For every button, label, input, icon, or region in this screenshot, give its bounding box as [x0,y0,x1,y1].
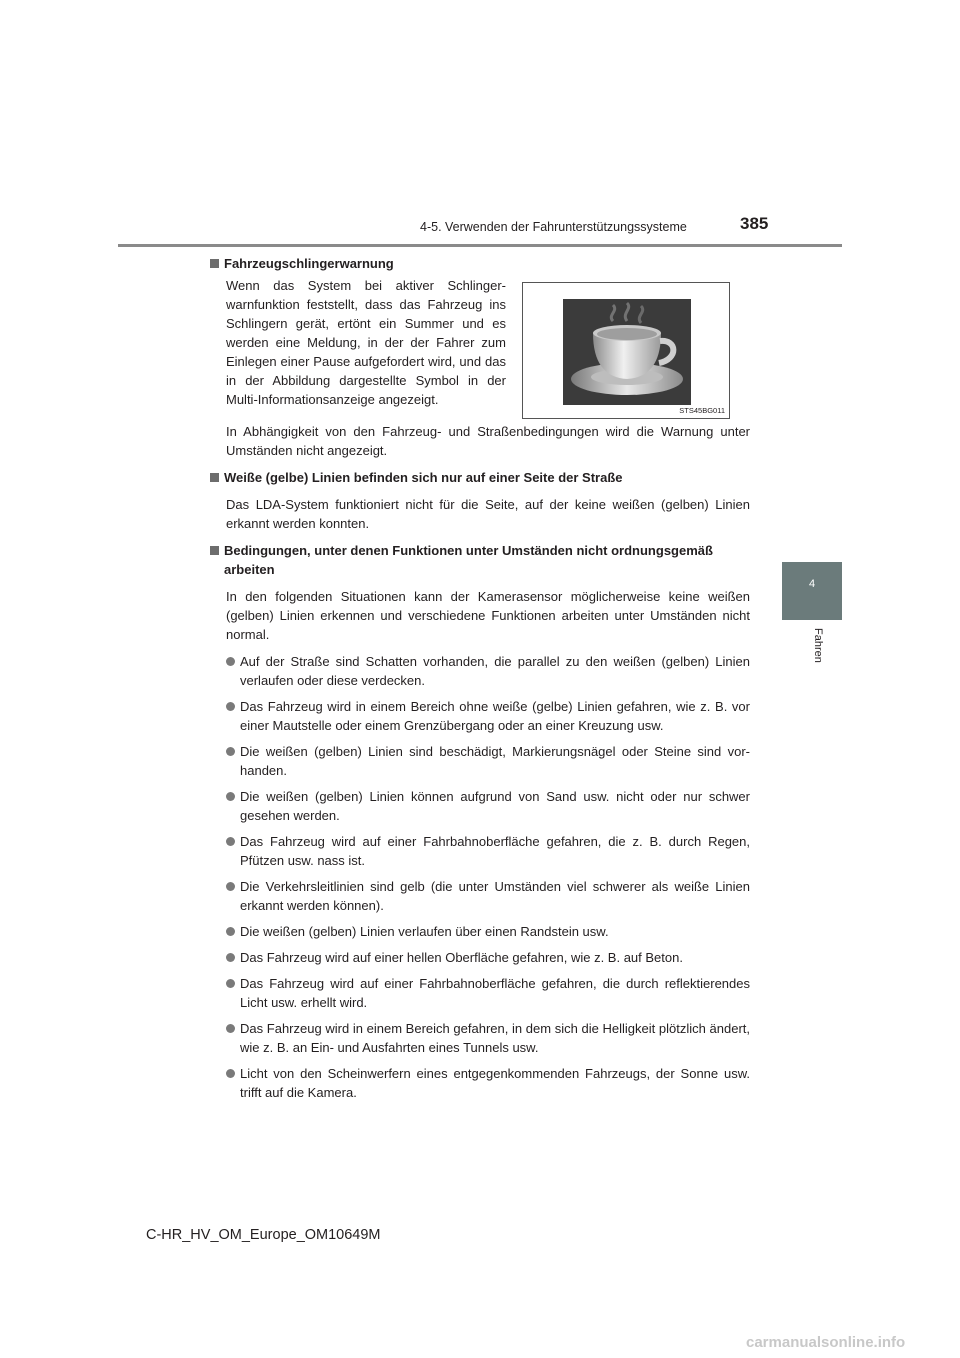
circle-bullet-icon [226,747,235,756]
one-side-lines-text: Das LDA-System funktioniert nicht für die Seite, auf der keine weißen (gelben) Linien erkannt werden konnten. [226,497,750,531]
header-divider [118,244,842,247]
figure-code: STS45BG011 [679,406,725,415]
square-bullet-icon [210,546,219,555]
circle-bullet-icon [226,979,235,988]
sway-warning-note: In Abhängigkeit von den Fahrzeug- und Straßenbedingungen wird die Warnung unter Umständen nicht angezeigt. [226,424,750,458]
list-item-text: Auf der Straße sind Schatten vorhanden, die parallel zu den weißen (gelben) Linien verlaufen oder diese verdecken. [240,654,750,688]
section-heading [210,254,750,273]
square-bullet-icon [210,259,219,268]
chapter-number: 4 [808,578,816,590]
coffee-cup-icon [563,299,691,405]
list-item [226,1064,750,1102]
square-bullet-icon [210,473,219,482]
list-item-text: Die weißen (gelben) Linien sind beschädigt, Markierungsnägel oder Steine sind vor-handen. [240,744,750,778]
circle-bullet-icon [226,927,235,936]
heading-text: Weiße (gelbe) Linien befinden sich nur auf einer Seite der Straße [224,470,623,485]
chapter-tab[interactable] [782,562,842,620]
section-title: 4-5. Verwenden der Fahrunterstützungssysteme [420,220,687,234]
list-item [226,697,750,735]
section-sway-warning [210,254,750,418]
conditions-intro: In den folgenden Situationen kann der Kamerasensor möglicherweise keine weißen (gelben) Linien erkennen und verschiedene Funktionen arbeiten unter Umständen nicht normal. [226,589,750,642]
page-number: 385 [740,214,769,233]
circle-bullet-icon [226,837,235,846]
list-item [226,832,750,870]
list-item [226,922,750,941]
sway-warning-description: Wenn das System bei aktiver Schlinger-warnfunktion feststellt, dass das Fahrzeug ins Schlingern gerät, ertönt ein Summer und es werden eine Meldung, in der der Fahrer zum Einlegen einer Pause aufgefordert wird, und das in der Abbildung dargestellte Symbol in der Multi-Informationsanzeige angezeigt. [226,278,506,407]
section-heading [210,541,750,579]
circle-bullet-icon [226,657,235,666]
watermark[interactable]: carmanualsonline.info [746,1334,906,1351]
circle-bullet-icon [226,953,235,962]
list-item [226,877,750,915]
list-item-text: Das Fahrzeug wird auf einer Fahrbahnoberfläche gefahren, die z. B. durch Regen, Pfützen usw. nass ist. [240,834,750,868]
list-item-text: Licht von den Scheinwerfern eines entgegenkommenden Fahrzeugs, der Sonne usw. trifft auf die Kamera. [240,1066,750,1100]
coffee-cup-figure [522,282,730,419]
list-item-text: Das Fahrzeug wird in einem Bereich ohne weiße (gelbe) Linien gefahren, wie z. B. vor einer Mautstelle oder einem Grenzübergang oder an einer Kreuzung usw. [240,699,750,733]
list-item-text: Das Fahrzeug wird auf einer Fahrbahnoberfläche gefahren, die durch reflektierendes Licht usw. erhellt wird. [240,976,750,1010]
section-heading [210,468,750,487]
circle-bullet-icon [226,882,235,891]
list-item [226,652,750,690]
list-item [226,1019,750,1057]
circle-bullet-icon [226,1069,235,1078]
circle-bullet-icon [226,792,235,801]
list-item [226,948,750,967]
list-item [226,742,750,780]
heading-text: Fahrzeugschlingerwarnung [224,256,394,271]
circle-bullet-icon [226,702,235,711]
list-item-text: Die weißen (gelben) Linien verlaufen über einen Randstein usw. [240,924,609,939]
list-item-text: Die weißen (gelben) Linien können aufgrund von Sand usw. nicht oder nur schwer gesehen werden. [240,789,750,823]
display-screen [563,299,691,405]
chapter-label: Fahren [812,628,824,663]
document-id: C-HR_HV_OM_Europe_OM10649M [146,1227,381,1243]
list-item-text: Die Verkehrsleitlinien sind gelb (die unter Umständen viel schwerer als weiße Linien erkannt werden können). [240,879,750,913]
heading-text: Bedingungen, unter denen Funktionen unter Umständen nicht ordnungsgemäß arbeiten [224,543,713,577]
circle-bullet-icon [226,1024,235,1033]
list-item [226,787,750,825]
list-item-text: Das Fahrzeug wird auf einer hellen Oberfläche gefahren, wie z. B. auf Beton. [240,950,683,965]
list-item-text: Das Fahrzeug wird in einem Bereich gefahren, in dem sich die Helligkeit plötzlich ändert, wie z. B. an Ein- und Ausfahrten eines Tunnels usw. [240,1021,750,1055]
list-item [226,974,750,1012]
page-content [210,254,750,1109]
